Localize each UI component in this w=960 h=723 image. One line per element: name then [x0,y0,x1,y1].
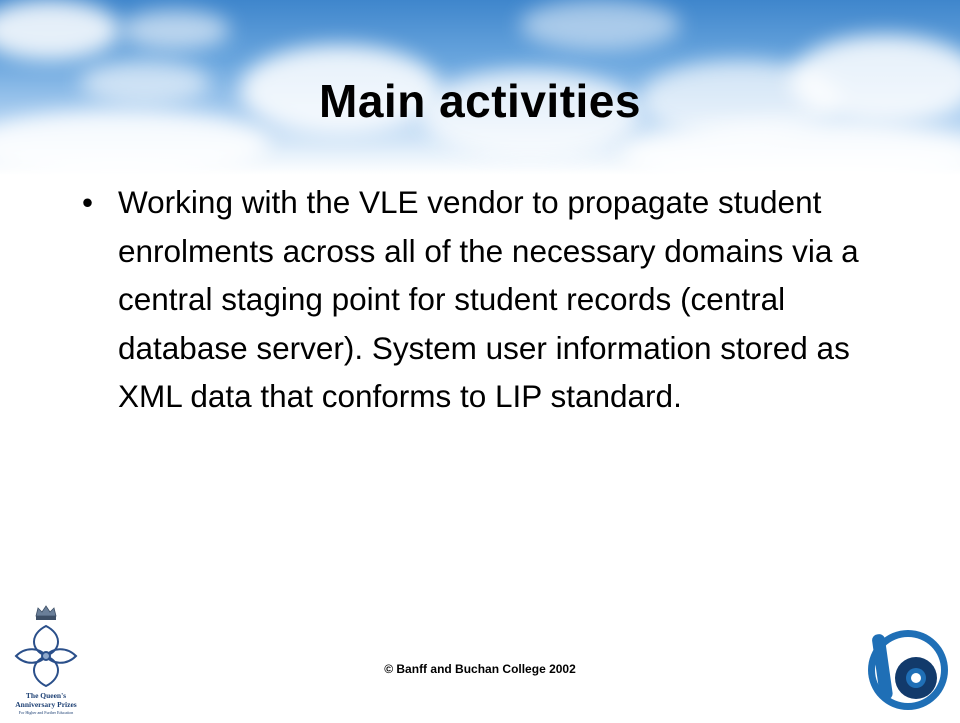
crown-icon [36,606,56,620]
queens-anniversary-prizes-logo [0,598,92,718]
award-line3: For Higher and Further Education [18,710,74,715]
cloud [520,0,680,50]
award-line2: Anniversary Prizes [15,700,77,709]
knot-emblem-icon [16,626,76,686]
cloud [0,0,120,60]
bullet-list [80,178,880,421]
bullet-item [80,178,880,421]
slide-title: Main activities [319,75,641,127]
award-line1: The Queen's [25,691,67,700]
bullet-icon: • [82,184,94,220]
footer-copyright: © Banff and Buchan College 2002 [384,662,576,676]
cloud [120,10,230,50]
bullet-text: Working with the VLE vendor to propagate student enrolments across all of the necessary domains via a central staging point for student records (central database server). System user information stored as XML data that conforms to LIP standard. [118,184,859,414]
college-logo-icon [866,628,950,712]
